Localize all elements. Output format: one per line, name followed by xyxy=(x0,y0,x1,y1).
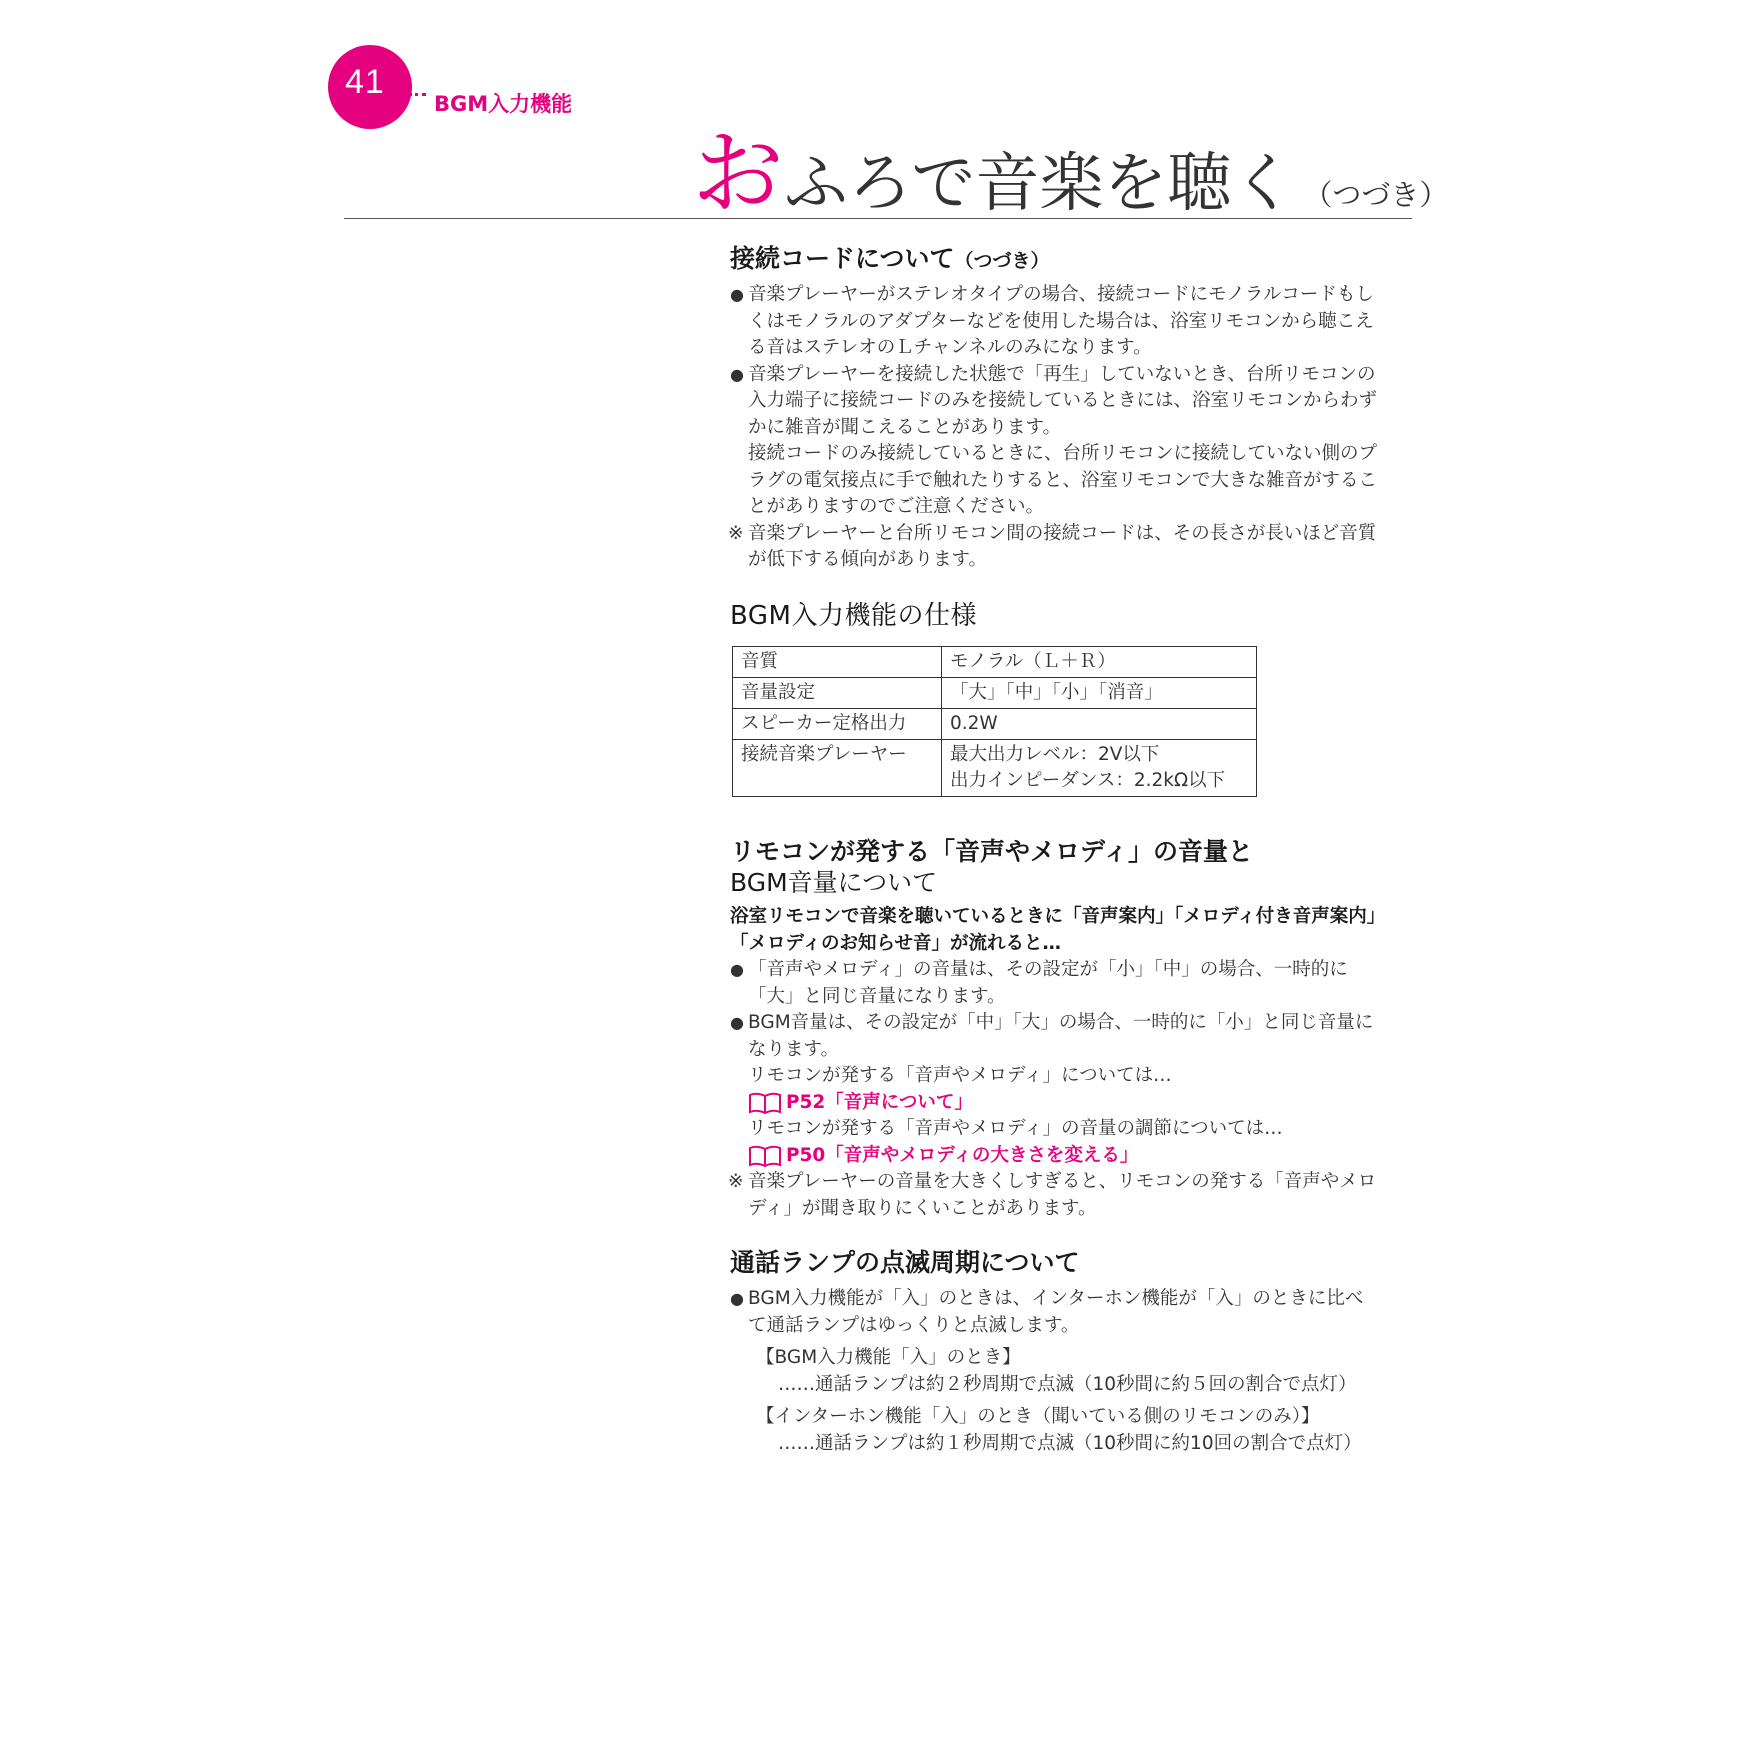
note-mark: ※ xyxy=(728,1171,744,1192)
section-label: BGM入力機能 xyxy=(434,92,573,116)
reference-link-p52[interactable] xyxy=(748,1090,1376,1117)
text-line: が低下する傾向があります。 xyxy=(748,549,988,570)
reference-link-text[interactable]: P52「音声について」 xyxy=(786,1091,973,1113)
case-detail: ……通話ランプは約１秒周期で点滅（10秒間に約10回の割合で点灯） xyxy=(778,1432,1362,1454)
heading-text: 接続コードについて xyxy=(730,244,955,273)
book-icon xyxy=(748,1092,782,1114)
text-line: なります。 xyxy=(748,1038,840,1060)
title-main: ふろで音楽を聴く xyxy=(784,147,1296,221)
page-number: 41 xyxy=(345,63,385,101)
page-title xyxy=(692,120,1449,246)
list-item xyxy=(730,1286,1364,1339)
text-line: 接続コードのみ接続しているときに、台所リモコンに接続していない側のプ xyxy=(748,443,1378,464)
text-line: 音楽プレーヤーと台所リモコン間の接続コードは、その長さが長いほど音質 xyxy=(748,522,1377,544)
spec-value: モノラル（Ｌ＋Ｒ） xyxy=(942,647,1257,678)
text-line: 音楽プレーヤーを接続した状態で「再生」していないとき、台所リモコンの xyxy=(748,363,1376,385)
heading-lamp: 通話ランプの点滅周期について xyxy=(730,1248,1080,1277)
spec-value: 「大」「中」「小」「消音」 xyxy=(942,678,1257,709)
table-row xyxy=(733,678,1257,709)
note-mark: ※ xyxy=(728,522,744,544)
text-line: ディ」が聞き取りにくいことがあります。 xyxy=(748,1197,1097,1219)
connection-cord-list xyxy=(728,282,1378,574)
text-line: て通話ランプはゆっくりと点滅します。 xyxy=(748,1314,1080,1336)
bullet: ● xyxy=(730,1013,744,1032)
text-line: 「音声やメロディ」の音量は、その設定が「小」「中」の場合、一時的に xyxy=(748,959,1348,980)
table-row xyxy=(733,709,1257,740)
text-line: る音はステレオのＬチャンネルのみになります。 xyxy=(748,337,1152,358)
list-item xyxy=(730,362,1378,521)
text-line: 音楽プレーヤーの音量を大きくしすぎると、リモコンの発する「音声やメロ xyxy=(748,1171,1377,1192)
text-line: くはモノラルのアダプターなどを使用した場合は、浴室リモコンから聴こえ xyxy=(748,310,1374,332)
title-divider xyxy=(344,218,1412,219)
text-line: 音楽プレーヤーがステレオタイプの場合、接続コードにモノラルコードもし xyxy=(748,284,1374,305)
table-row xyxy=(733,647,1257,678)
heading-volume xyxy=(730,836,1253,898)
text-line: リモコンが発する「音声やメロディ」については… xyxy=(748,1065,1172,1086)
text-line: 「大」と同じ音量になります。 xyxy=(748,985,1006,1007)
heading-line: BGM音量について xyxy=(730,868,938,897)
table-row xyxy=(733,740,1257,797)
bullet: ● xyxy=(730,285,744,304)
spec-value-line: 出力インピーダンス：2.2kΩ以下 xyxy=(950,770,1226,791)
spec-label: 音量設定 xyxy=(733,678,942,709)
note-item xyxy=(728,521,1377,574)
text-line: BGM入力機能が「入」のときは、インターホン機能が「入」のときに比べ xyxy=(748,1288,1364,1309)
list-item xyxy=(730,957,1376,1010)
title-continued: （つづき） xyxy=(1303,178,1449,212)
book-icon xyxy=(748,1145,782,1167)
bullet: ● xyxy=(730,1289,744,1308)
title-first-char: お xyxy=(692,120,785,227)
case-title: 【BGM入力機能「入」のとき】 xyxy=(756,1347,1021,1368)
lead-line: 「メロディのお知らせ音」が流れると… xyxy=(730,933,1061,954)
text-line: ラグの電気接点に手で触れたりすると、浴室リモコンで大きな雑音がするこ xyxy=(748,469,1378,491)
reference-link-p50[interactable] xyxy=(748,1143,1376,1170)
lead-line: 浴室リモコンで音楽を聴いているときに「音声案内」「メロディ付き音声案内」 xyxy=(730,906,1386,927)
spec-label: スピーカー定格出力 xyxy=(733,709,942,740)
spec-label: 接続音楽プレーヤー xyxy=(733,740,942,797)
text-line: とがありますのでご注意ください。 xyxy=(748,496,1045,517)
spec-value-line: 最大出力レベル：2V以下 xyxy=(950,744,1160,765)
dotted-leader xyxy=(366,93,426,96)
case-title: 【インターホン機能「入」のとき（聞いている側のリモコンのみ）】 xyxy=(756,1406,1320,1427)
bullet: ● xyxy=(730,960,744,979)
spec-table xyxy=(732,646,1257,797)
list-item xyxy=(730,1010,1376,1169)
text-line: かに雑音が聞こえることがあります。 xyxy=(748,416,1062,438)
reference-link-text[interactable]: P50「音声やメロディの大きさを変える」 xyxy=(786,1144,1139,1166)
lamp-list xyxy=(730,1286,1364,1457)
note-item xyxy=(728,1169,1377,1222)
case-detail: ……通話ランプは約２秒周期で点滅（10秒間に約５回の割合で点灯） xyxy=(778,1373,1357,1395)
text-line: BGM音量は、その設定が「中」「大」の場合、一時的に「小」と同じ音量に xyxy=(748,1012,1374,1033)
heading-line: リモコンが発する「音声やメロディ」の音量と xyxy=(730,837,1254,866)
volume-lead xyxy=(730,903,1385,957)
bullet: ● xyxy=(730,364,744,384)
volume-list xyxy=(728,957,1377,1222)
heading-suffix: （つづき） xyxy=(954,250,1050,272)
heading-connection-cord xyxy=(730,244,1050,276)
spec-label: 音質 xyxy=(733,647,942,678)
heading-spec: BGM入力機能の仕様 xyxy=(730,601,977,631)
spec-value xyxy=(942,740,1257,797)
text-line: リモコンが発する「音声やメロディ」の音量の調節については… xyxy=(748,1118,1283,1139)
spec-value: 0.2W xyxy=(942,709,1257,740)
text-line: 入力端子に接続コードのみを接続しているときには、浴室リモコンからわず xyxy=(748,390,1378,411)
list-item xyxy=(730,282,1377,362)
